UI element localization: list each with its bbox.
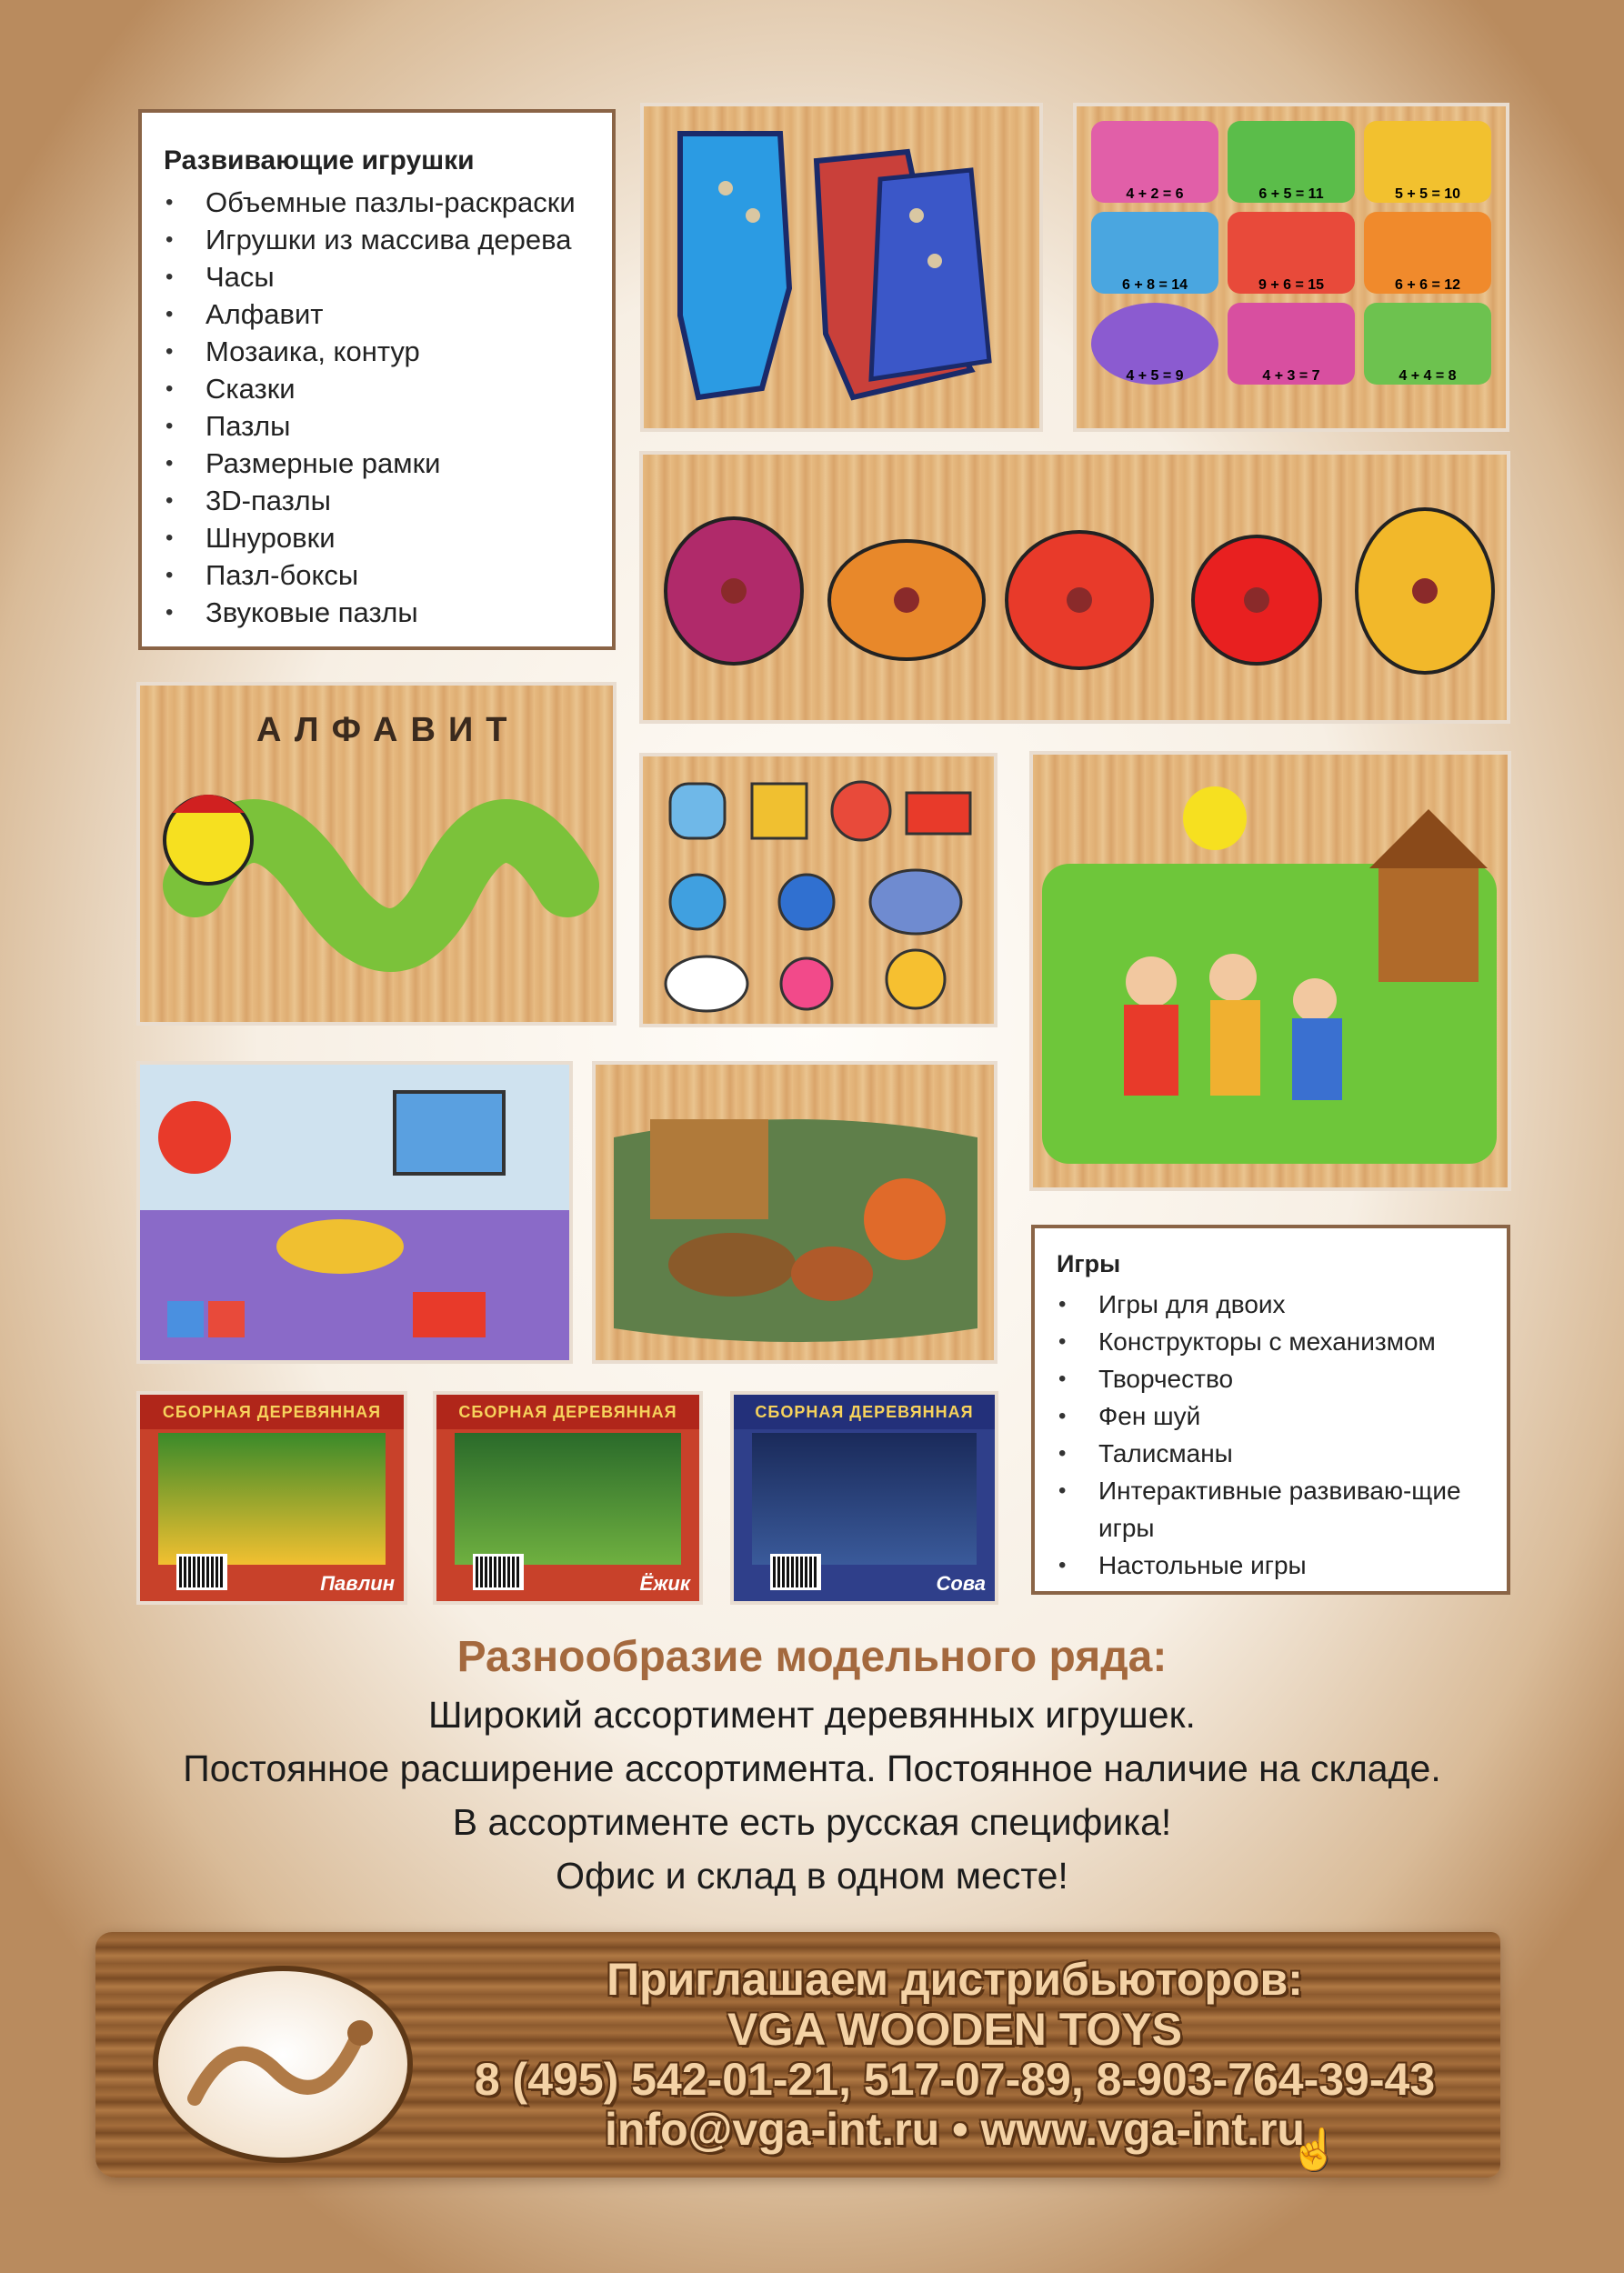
list-item: • Творчество (1057, 1360, 1487, 1397)
model-picture (158, 1433, 386, 1565)
variety-line: Постоянное расширение ассортимента. Постоянное наличие на складе. (183, 1747, 1441, 1789)
dev-toys-list (164, 184, 592, 631)
math-puzzle-photo (1073, 103, 1509, 432)
toyroom-puzzle-photo (136, 1061, 573, 1364)
math-card: 5 + 5 = 10 (1364, 121, 1491, 203)
fairytale-puzzle-photo (1029, 751, 1511, 1191)
dev-toys-box (138, 109, 616, 650)
model-box-peacock (136, 1391, 407, 1605)
math-card: 9 + 6 = 15 (1228, 212, 1355, 294)
alphabet-label: АЛФАВИТ (256, 711, 520, 749)
math-card: 6 + 8 = 14 (1091, 212, 1218, 294)
games-box (1031, 1225, 1510, 1595)
list-item: • Размерные рамки (164, 445, 592, 482)
vegetables-illustration (643, 455, 1507, 720)
list-item: • Пазлы (164, 407, 592, 445)
dragon-logo (153, 1966, 413, 2163)
list-item: • Алфавит (164, 295, 592, 333)
list-item: • Мозаика, контур (164, 333, 592, 370)
lacing-illustration (644, 106, 1039, 428)
variety-line: В ассортименте есть русская специфика! (452, 1801, 1172, 1843)
list-item: • Сказки (164, 370, 592, 407)
variety-headline: Разнообразие модельного ряда: (456, 1633, 1168, 1681)
peg-illustration (643, 756, 994, 1024)
model-header: СБОРНАЯ ДЕРЕВЯННАЯ (436, 1395, 699, 1429)
lacing-toy-photo (640, 103, 1043, 432)
list-item: • Шнуровки (164, 519, 592, 556)
model-caption: Павлин (320, 1572, 395, 1595)
model-picture (752, 1433, 977, 1565)
list-item: • Талисманы (1057, 1435, 1487, 1472)
list-item: • Интерактивные развиваю-щие игры (1057, 1472, 1487, 1547)
farmyard-illustration (596, 1065, 994, 1360)
math-card: 4 + 5 = 9 (1091, 303, 1218, 385)
alphabet-puzzle-photo (136, 682, 617, 1026)
list-item: • Объемные пазлы-раскраски (164, 184, 592, 221)
list-item: • Звуковые пазлы (164, 594, 592, 631)
list-item: • Часы (164, 258, 592, 295)
contact-links[interactable]: info@vga-int.ru • www.vga-int.ru (605, 2104, 1305, 2155)
math-card: 4 + 2 = 6 (1091, 121, 1218, 203)
list-item: • Фен шуй (1057, 1397, 1487, 1435)
invite-text: Приглашаем дистрибьюторов: (606, 1954, 1303, 2005)
peg-puzzle-photo (639, 753, 997, 1027)
list-item: • Игрушки из массива дерева (164, 221, 592, 258)
barcode (176, 1554, 227, 1590)
model-header: СБОРНАЯ ДЕРЕВЯННАЯ (734, 1395, 995, 1429)
dev-toys-title: Развивающие игрушки (164, 145, 475, 175)
dragon-icon (158, 1971, 396, 2147)
model-box-hedgehog (433, 1391, 703, 1605)
vegetables-puzzle-photo (639, 451, 1510, 724)
model-header: СБОРНАЯ ДЕРЕВЯННАЯ (140, 1395, 404, 1429)
barcode (473, 1554, 524, 1590)
list-item: • Настольные игры (1057, 1547, 1487, 1584)
list-item: • 3D-пазлы (164, 482, 592, 519)
cursor-icon: ☝ (1289, 2128, 1339, 2172)
farmyard-puzzle-photo (592, 1061, 997, 1364)
math-card: 4 + 3 = 7 (1228, 303, 1355, 385)
model-caption: Сова (936, 1572, 986, 1595)
math-grid (1077, 106, 1506, 399)
games-list (1057, 1286, 1487, 1584)
variety-line: Офис и склад в одном месте! (556, 1855, 1068, 1897)
math-card: 6 + 6 = 12 (1364, 212, 1491, 294)
math-card: 4 + 4 = 8 (1364, 303, 1491, 385)
variety-line: Широкий ассортимент деревянных игрушек. (428, 1694, 1196, 1736)
toyroom-illustration (140, 1065, 569, 1360)
model-picture (455, 1433, 681, 1565)
model-box-owl (730, 1391, 998, 1605)
model-caption: Ёжик (639, 1572, 690, 1595)
math-card: 6 + 5 = 11 (1228, 121, 1355, 203)
barcode (770, 1554, 821, 1590)
games-title: Игры (1057, 1250, 1121, 1277)
brand-name: VGA WOODEN TOYS (727, 2004, 1183, 2055)
fairytale-illustration (1033, 755, 1508, 1187)
phone-numbers: 8 (495) 542-01-21, 517-07-89, 8-903-764-39-43 (474, 2054, 1436, 2105)
list-item: • Конструкторы с механизмом (1057, 1323, 1487, 1360)
list-item: • Игры для двоих (1057, 1286, 1487, 1323)
list-item: • Пазл-боксы (164, 556, 592, 594)
